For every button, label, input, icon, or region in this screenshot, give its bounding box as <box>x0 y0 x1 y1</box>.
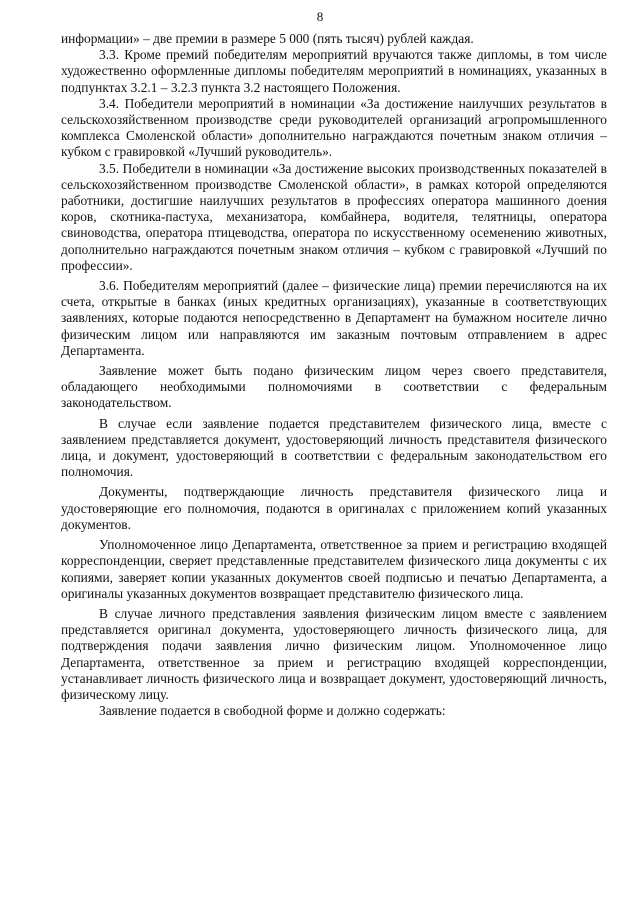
paragraph-3-6: 3.6. Победителям мероприятий (далее – физические лица) премии перечисляются на их счета, открытые в банках (иных кредитных организациях), указанные в соответствующих заявлениях, которые подаются непосредственно в Департамент на бумажном носителе лично физическим лицом или направляются им заказным почтовым отправлением в адрес Департамента. <box>61 278 607 358</box>
document-body <box>61 31 607 719</box>
page-number: 8 <box>316 9 324 24</box>
paragraph-3-5: 3.5. Победители в номинации «За достижение высоких производственных показателей в сельскохозяйственном производстве Смоленской области», в рамках которой определяются работники, достигшие наилучших результатов в профессиях оператора машинного доения коров, скотника-пастуха, механизатора, комбайнера, водителя, телятницы, оператора свиноводства, оператора птицеводства, оператора по искусственному осеменению животных, дополнительно награждаются почетным знаком отличия – кубком с гравировкой «Лучший по профессии». <box>61 160 607 273</box>
paragraph-continuation: информации» – две премии в размере 5 000 (пять тысяч) рублей каждая. <box>61 31 474 46</box>
paragraph-3-4: 3.4. Победители мероприятий в номинации «За достижение наилучших результатов в сельскохозяйственном производстве среди руководителей организаций агропромышленного комплекса Смоленской области» дополнительно награждаются почетным знаком отличия – кубком с гравировкой «Лучший руководитель». <box>61 95 607 160</box>
paragraph-representative: Заявление может быть подано физическим лицом через своего представителя, обладающего необходимыми полномочиями в соответствии с федеральным законодательством. <box>61 363 607 411</box>
paragraph-personal-submission: В случае личного представления заявления физическим лицом вместе с заявлением представляется оригинал документа, удостоверяющего личность физического лица, для подтверждения подачи заявления лично физическим лицом. Уполномоченное лицо Департамента, ответственное за прием и регистрацию входящей корреспонденции, устанавливает личность физического лица и возвращает документ, удостоверяющий личность, физическому лицу. <box>61 605 607 702</box>
paragraph-free-form: Заявление подается в свободной форме и должно содержать: <box>99 703 446 719</box>
paragraph-representative-documents: В случае если заявление подается представителем физического лица, вместе с заявлением представляется документ, удостоверяющий личность представителя физического лица, и документ, удостоверяющий в соответствии с федеральным законодательством его полномочия. <box>61 415 607 480</box>
paragraph-authorized-person: Уполномоченное лицо Департамента, ответственное за прием и регистрацию входящей корреспонденции, сверяет представленные представителем физического лица документы с их копиями, заверяет копии указанных документов своей подписью и печатью Департамента, а оригиналы указанных документов возвращает представителю физического лица. <box>61 537 607 601</box>
paragraph-3-3: 3.3. Кроме премий победителям мероприятий вручаются также дипломы, в том числе художественно оформленные дипломы победителям мероприятий в номинациях, указанных в подпунктах 3.2.1 – 3.2.3 пункта 3.2 настоящего Положения. <box>61 47 607 95</box>
paragraph-originals: Документы, подтверждающие личность представителя физического лица и удостоверяющие его полномочия, подаются в оригиналах с приложением копий указанных документов. <box>61 484 607 532</box>
